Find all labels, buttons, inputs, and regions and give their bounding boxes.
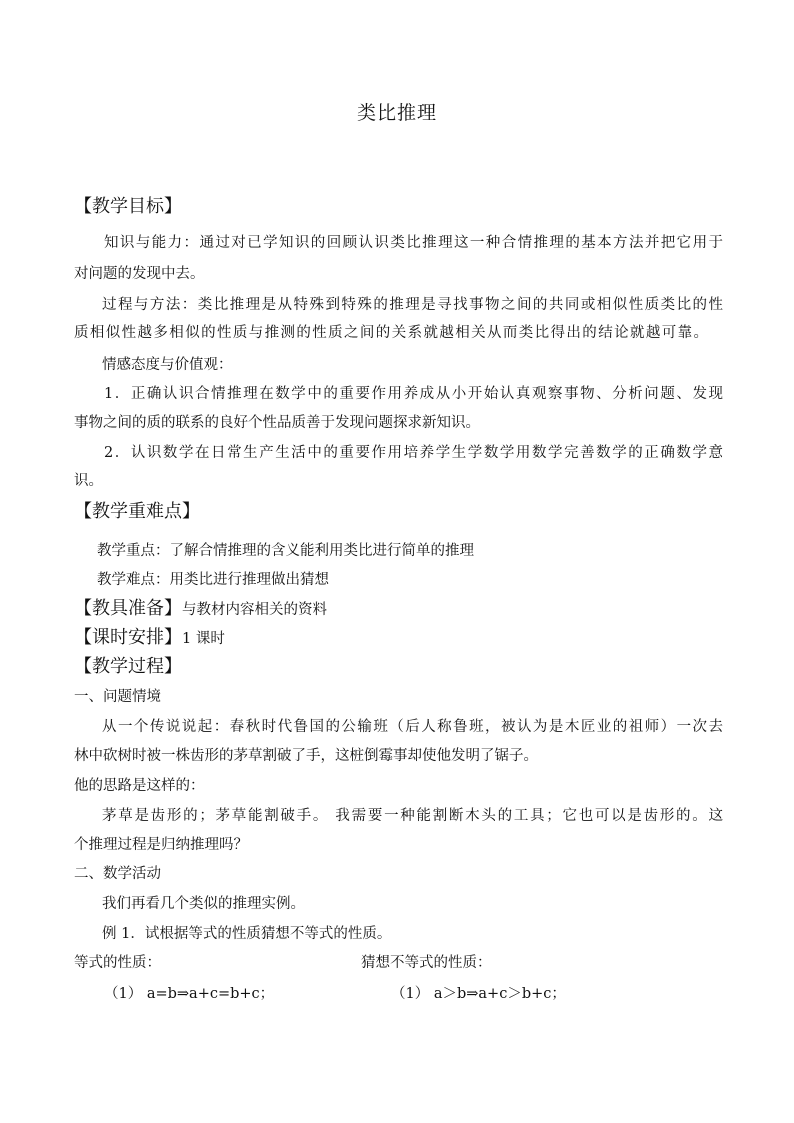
goal-emotion-heading: 情感态度与价值观： — [102, 357, 233, 373]
goal-emotion-item2-line2: 识。 — [74, 473, 103, 489]
hours-text: 1 课时 — [182, 631, 225, 647]
story-line1: 从一个传说说起：春秋时代鲁国的公输班（后人称鲁班，被认为是木匠业的祖师）一次去 — [102, 719, 723, 735]
heading-teaching-goals: 【教学目标】 — [74, 196, 182, 217]
page-title: 类比推理 — [356, 102, 437, 124]
goal-ability-line2: 对问题的发现中去。 — [74, 266, 205, 282]
inequality-item1: （1） a＞b⇒a+c＞b+c； — [391, 986, 566, 1002]
goal-ability-line1: 知识与能力：通过对已学知识的回顾认识类比推理这一种合情推理的基本方法并把它用于 — [104, 235, 723, 251]
example1-statement: 例 1．试根据等式的性质猜想不等式的性质。 — [102, 926, 392, 942]
goal-emotion-item1-line1: 1．正确认识合情推理在数学中的重要作用养成从小开始认真观察事物、分析问题、发现 — [104, 386, 723, 402]
goal-emotion-item1-line2: 事物之间的质的联系的良好个性品质善于发现问题探求新知识。 — [74, 415, 480, 431]
reasoning-line2: 个推理过程是归纳推理吗？ — [74, 837, 248, 853]
goal-process-line1: 过程与方法：类比推理是从特殊到特殊的推理是寻找事物之间的共同或相似性质类比的性 — [102, 297, 723, 313]
goal-process-line2: 质相似性越多相似的性质与推测的性质之间的关系就越相关从而类比得出的结论就越可靠。 — [74, 325, 708, 341]
heading-tools — [74, 597, 327, 622]
goal-emotion-item2-line1: 2．认识数学在日常生产生活中的重要作用培养学生学数学用数学完善数学的正确数学意 — [104, 445, 723, 461]
heading-teaching-process: 【教学过程】 — [74, 656, 182, 677]
section2-title: 二、数学活动 — [74, 866, 161, 882]
heading-hours — [74, 626, 225, 651]
heading-hours-label: 【课时安排】 — [74, 627, 182, 648]
story-line2: 林中砍树时被一株齿形的茅草割破了手，这桩倒霉事却使他发明了锯子。 — [74, 748, 538, 764]
reasoning-line1: 茅草是齿形的；茅草能割破手。 我需要一种能割断木头的工具；它也可以是齿形的。这 — [102, 808, 723, 824]
story-line3: 他的思路是这样的： — [74, 778, 205, 794]
key-point: 教学重点：了解合情推理的含义能利用类比进行简单的推理 — [97, 543, 474, 559]
tools-text: 与教材内容相关的资料 — [182, 602, 327, 618]
section1-title: 一、问题情境 — [74, 689, 161, 705]
heading-tools-label: 【教具准备】 — [74, 598, 182, 619]
heading-key-points: 【教学重难点】 — [74, 501, 200, 522]
equality-properties-label: 等式的性质： — [74, 955, 161, 971]
activity-intro: 我们再看几个类似的推理实例。 — [102, 896, 305, 912]
inequality-guess-label: 猜想不等式的性质： — [361, 955, 492, 971]
equality-item1: （1） a=b⇒a+c=b+c； — [104, 986, 275, 1002]
difficult-point: 教学难点：用类比进行推理做出猜想 — [97, 572, 329, 588]
